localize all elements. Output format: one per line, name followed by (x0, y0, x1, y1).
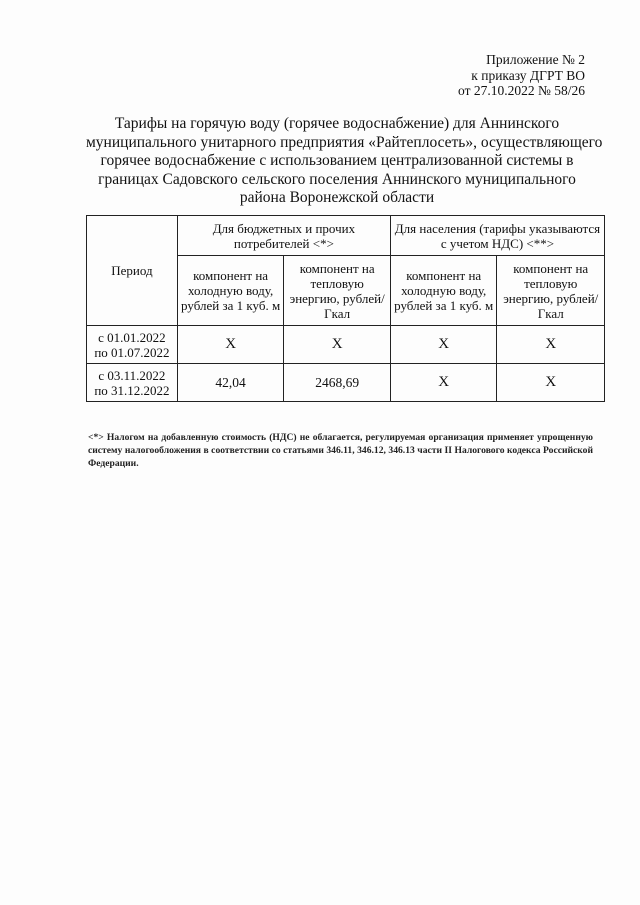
period-from: с 01.01.2022 (98, 329, 166, 345)
budget-heat-energy-header: компонент на тепловую энергию, рублей/Гкал (284, 256, 391, 326)
population-heat-value: X (497, 326, 605, 364)
appendix-order: к приказу ДГРТ ВО (471, 67, 585, 83)
population-heat-value: X (497, 364, 605, 402)
document-title (86, 115, 603, 208)
population-cold-value: X (390, 364, 497, 402)
title-line-1: Тарифы на горячую воду (горячее водоснабжение) для Аннинского (114, 115, 560, 132)
title-line-3: горячее водоснабжение с использованием централизованной системы в (100, 152, 574, 169)
title-line-2: муниципального унитарного предприятия «Райтеплосеть», осуществляющего (86, 133, 603, 151)
appendix-reference (458, 52, 585, 99)
appendix-date: от 27.10.2022 № 58/26 (458, 83, 585, 98)
title-line-4: границах Садовского сельского поселения Аннинского муниципального (98, 170, 576, 188)
budget-consumers-header: Для бюджетных и прочих потребителей <*> (177, 216, 390, 256)
table-header-row-1 (87, 216, 605, 256)
footnote-vat: <*> Налогом на добавленную стоимость (НДС) не облагается, регулируемая организация применяет упрощенную систему налогообложения в соответствии со статьями 346.11, 346.12, 346.13 части II Налогового кодекса Российской Федерации. (88, 432, 593, 470)
budget-heat-value: 2468,69 (284, 364, 391, 402)
period-cell (87, 326, 178, 364)
period-to: по 31.12.2022 (94, 382, 170, 398)
period-from: с 03.11.2022 (98, 367, 166, 383)
period-cell (87, 364, 178, 402)
budget-cold-value: X (177, 326, 284, 364)
budget-heat-value: X (284, 326, 391, 364)
period-header: Период (87, 216, 178, 326)
population-cold-water-header: компонент на холодную воду, рублей за 1 куб. м (390, 256, 497, 326)
budget-cold-value: 42,04 (177, 364, 284, 402)
tariffs-table (86, 215, 605, 402)
table-row (87, 326, 605, 364)
population-cold-value: X (390, 326, 497, 364)
population-heat-energy-header: компонент на тепловую энергию, рублей/Гкал (497, 256, 605, 326)
table-row (87, 364, 605, 402)
title-line-5: района Воронежской области (239, 189, 435, 206)
appendix-number: Приложение № 2 (486, 52, 585, 67)
population-header: Для населения (тарифы указываются с учетом НДС) <**> (390, 216, 604, 256)
period-to: по 01.07.2022 (94, 344, 170, 360)
budget-cold-water-header: компонент на холодную воду, рублей за 1 куб. м (177, 256, 284, 326)
